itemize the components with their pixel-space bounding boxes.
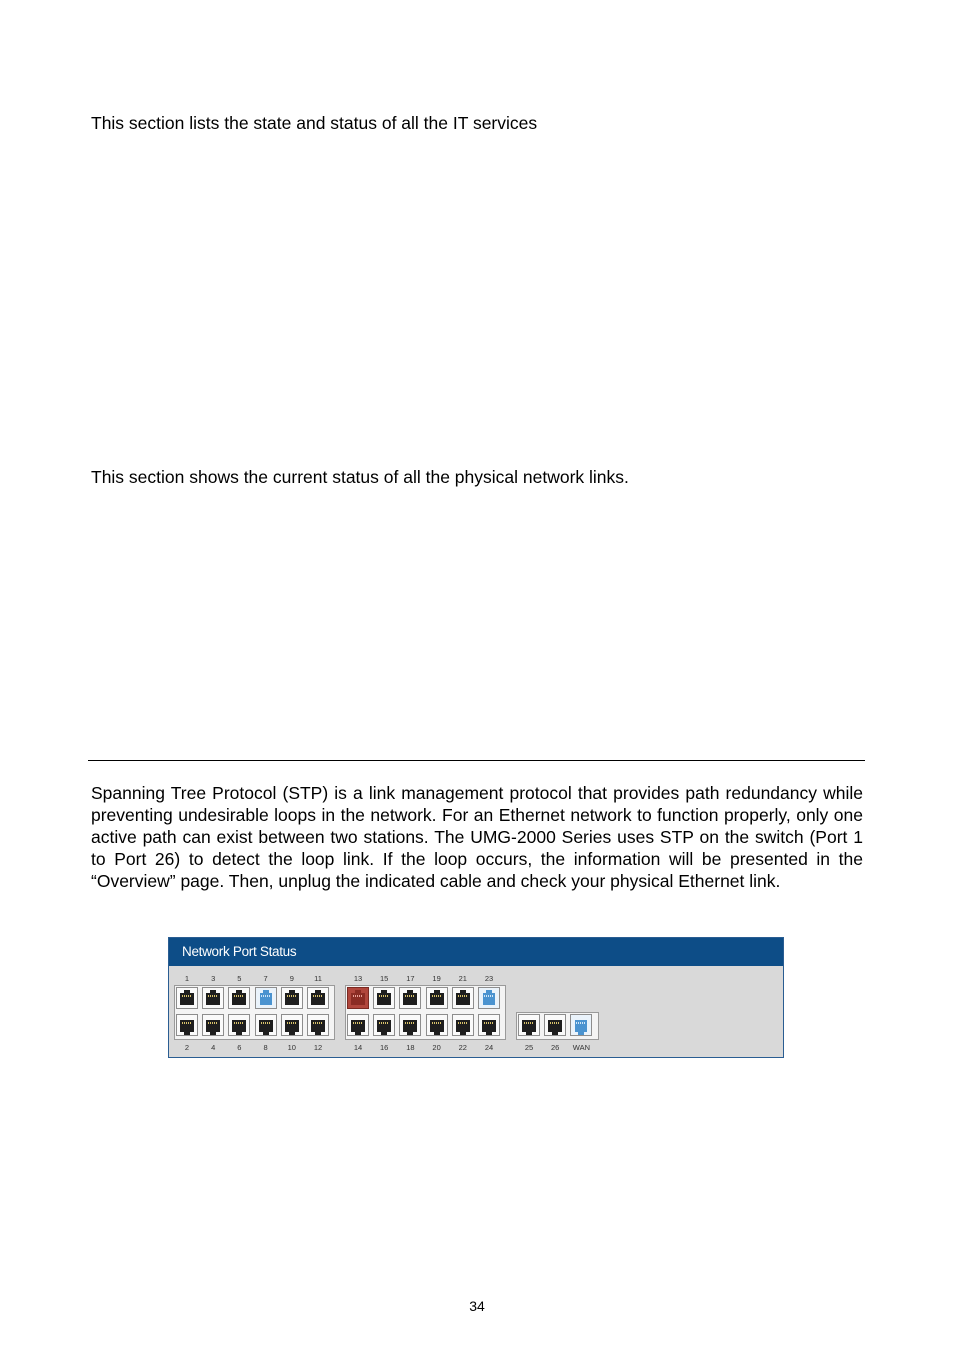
port-label: 9 [289,974,294,983]
panel-title: Network Port Status [169,938,783,966]
port-label: 20 [432,1043,441,1052]
port-label: 3 [211,974,216,983]
port-10-icon[interactable] [281,1014,303,1036]
port-19-icon[interactable] [426,987,448,1009]
port-label: 25 [524,1043,534,1052]
port-23-icon[interactable] [478,987,500,1009]
port-label: 13 [353,974,363,983]
port-label: 23 [484,974,494,983]
port-label: 18 [406,1043,415,1052]
port-9-icon[interactable] [281,987,303,1009]
port-label: 15 [380,974,389,983]
port-16-icon[interactable] [373,1014,395,1036]
port-17-icon[interactable] [399,987,421,1009]
port-label: 2 [184,1043,190,1052]
port-20-icon[interactable] [426,1014,448,1036]
page-number: 34 [469,1298,485,1314]
port-11-icon[interactable] [307,987,329,1009]
port-area [169,966,783,1058]
port-label: 11 [314,974,322,983]
port-6-icon[interactable] [228,1014,250,1036]
port-label: 4 [211,1043,216,1052]
port-label: WAN [572,1043,590,1052]
port-1-icon[interactable] [176,987,198,1009]
port-label: 5 [237,974,242,983]
port-label: 8 [263,1043,268,1052]
network-port-status-panel [168,937,784,1058]
network-links-description: This section shows the current status of all the physical network links. [91,467,629,487]
port-label: 16 [380,1043,389,1052]
port-label: 17 [406,974,415,983]
it-services-description: This section lists the state and status of all the IT services [91,113,538,133]
port-2-icon[interactable] [176,1014,198,1036]
port-14-icon[interactable] [347,1014,369,1036]
port-label: 22 [458,1043,467,1052]
port-15-icon[interactable] [373,987,395,1009]
port-label: 12 [313,1043,323,1052]
stp-description: Spanning Tree Protocol (STP) is a link management protocol that provides path redundancy while preventing undesirable loops in the network. For an Ethernet network to function properly, only one active path can exist between two stations. The UMG-2000 Series uses STP on the switch (Port 1 to Port 26) to detect the loop link. If the loop occurs, the information will be presented in the “Overview” page. Then, unplug the indicated cable and check your physical Ethernet link. [91,783,863,891]
port-12-icon[interactable] [307,1014,329,1036]
port-26-icon[interactable] [544,1014,566,1036]
port-25-icon[interactable] [518,1014,540,1036]
port-21-icon[interactable] [452,987,474,1009]
port-4-icon[interactable] [202,1014,224,1036]
port-7-icon[interactable] [255,987,277,1009]
port-label: 10 [287,1043,296,1052]
section-divider [88,760,865,761]
port-label: 21 [458,974,467,983]
port-18-icon[interactable] [399,1014,421,1036]
port-label: 1 [184,974,190,983]
port-wan-icon[interactable] [570,1014,592,1036]
port-8-icon[interactable] [255,1014,277,1036]
port-label: 14 [353,1043,363,1052]
port-22-icon[interactable] [452,1014,474,1036]
port-label: 7 [263,974,268,983]
port-5-icon[interactable] [228,987,250,1009]
port-label: 19 [432,974,441,983]
port-24-icon[interactable] [478,1014,500,1036]
port-label: 26 [551,1043,560,1052]
port-3-icon[interactable] [202,987,224,1009]
port-13-icon[interactable] [347,987,369,1009]
port-label: 24 [484,1043,494,1052]
port-label: 6 [237,1043,242,1052]
